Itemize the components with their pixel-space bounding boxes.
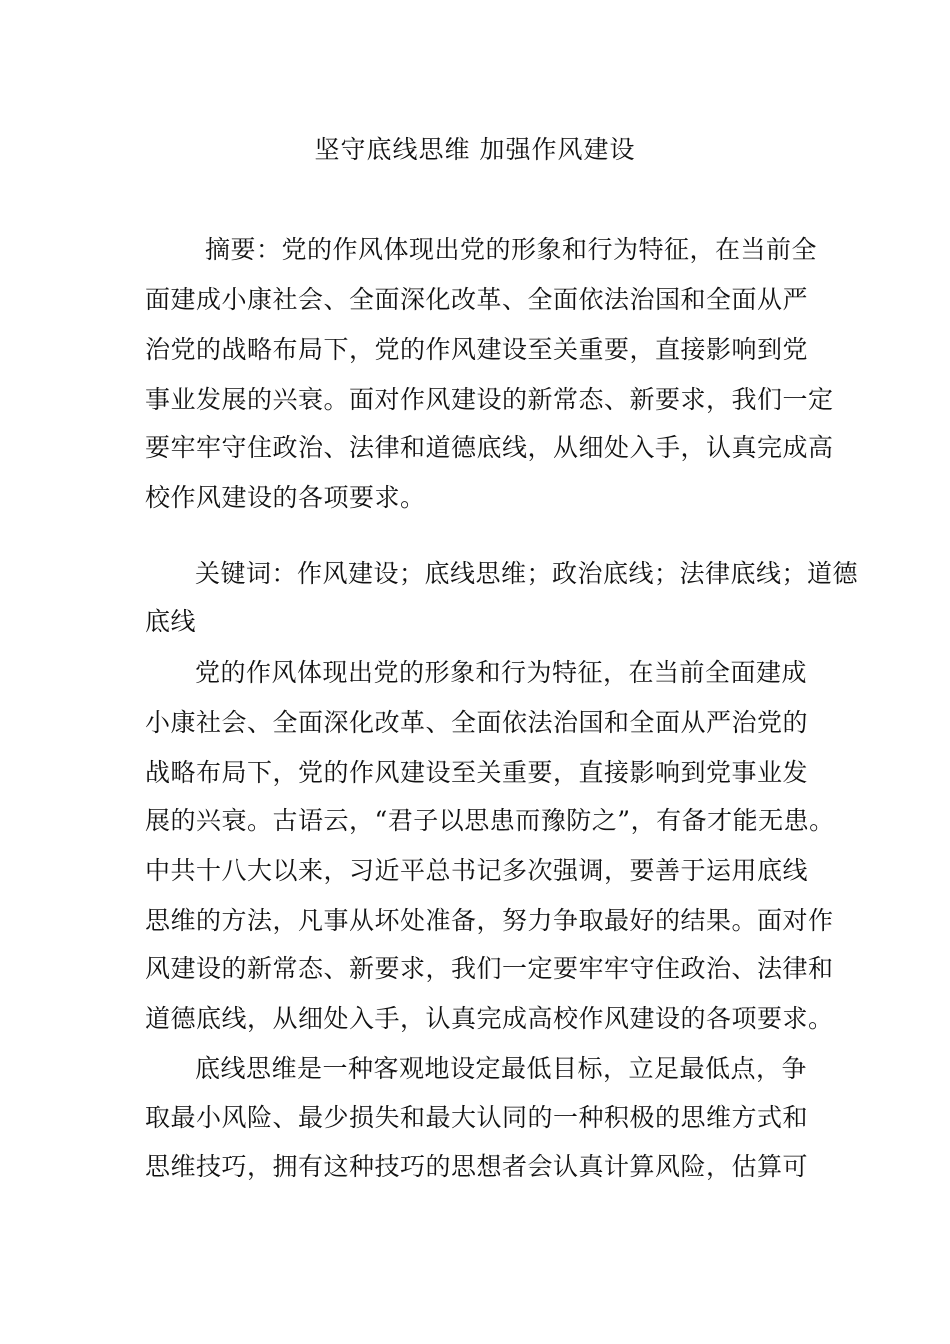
paragraph-line: 思维的方法，凡事从坏处准备，努力争取最好的结果。面对作 — [145, 906, 834, 935]
abstract-line: 治党的战略布局下，党的作风建设至关重要，直接影响到党 — [145, 335, 809, 364]
paragraph-line: 小康社会、全面深化改革、全面依法治国和全面从严治党的 — [145, 708, 809, 737]
paragraph-line: 中共十八大以来，习近平总书记多次强调，要善于运用底线 — [145, 856, 809, 885]
keywords-line: 关键词：作风建设；底线思维；政治底线；法律底线；道德 — [195, 559, 859, 588]
paragraph-line: 党的作风体现出党的形象和行为特征，在当前全面建成 — [195, 658, 808, 687]
paragraph-line: 战略布局下，党的作风建设至关重要，直接影响到党事业发 — [145, 758, 809, 787]
paragraph-line: 风建设的新常态、新要求，我们一定要牢牢守住政治、法律和 — [145, 954, 834, 983]
document-title: 坚守底线思维 加强作风建设 — [314, 135, 636, 164]
abstract-line: 面建成小康社会、全面深化改革、全面依法治国和全面从严 — [145, 285, 809, 314]
paragraph-line: 底线思维是一种客观地设定最低目标，立足最低点，争 — [195, 1054, 808, 1083]
paragraph-line: 思维技巧，拥有这种技巧的思想者会认真计算风险，估算可 — [145, 1152, 809, 1181]
paragraph-line: 取最小风险、最少损失和最大认同的一种积极的思维方式和 — [145, 1103, 809, 1132]
abstract-line: 摘要：党的作风体现出党的形象和行为特征，在当前全 — [205, 235, 818, 264]
abstract-line: 要牢牢守住政治、法律和道德底线，从细处入手，认真完成高 — [145, 433, 834, 462]
paragraph-line: 道德底线，从细处入手，认真完成高校作风建设的各项要求。 — [145, 1004, 834, 1033]
abstract-line: 事业发展的兴衰。面对作风建设的新常态、新要求，我们一定 — [145, 385, 834, 414]
paragraph-line: 展的兴衰。古语云，“君子以思患而豫防之”，有备才能无患。 — [145, 806, 835, 835]
abstract-line: 校作风建设的各项要求。 — [145, 483, 426, 512]
keywords-line: 底线 — [145, 607, 197, 636]
